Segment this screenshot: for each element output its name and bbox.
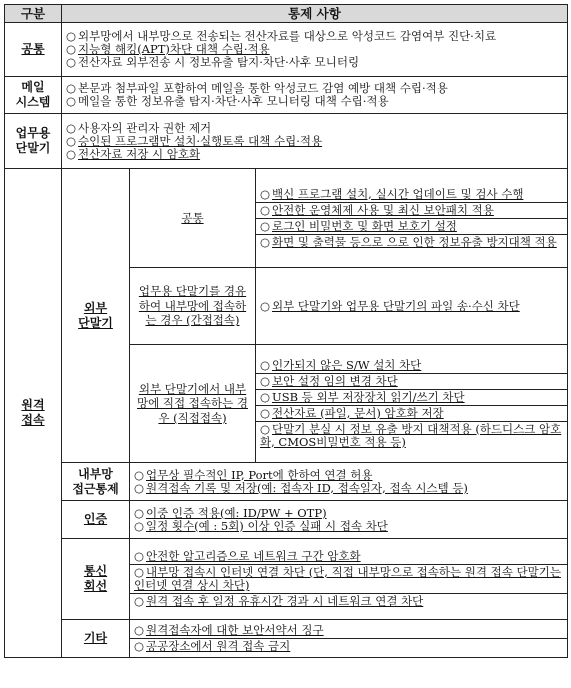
control-table [4, 4, 568, 658]
remote-auth-label: 인증 [62, 501, 130, 539]
list-item: ○ USB 등 외부 저장장치 읽기/쓰기 차단 [256, 390, 567, 406]
list-item: ○ 로그인 비밀번호 및 화면 보호기 설정 [256, 219, 567, 235]
external-indirect-items [256, 268, 568, 345]
external-indirect-label: 업무용 단말기를 경유하여 내부망에 접속하는 경우 (간접접속) [130, 268, 256, 345]
category-common-label: 공통 [21, 42, 45, 56]
remote-etc-label: 기타 [62, 620, 130, 658]
list-item: ○ 원격접속자에 대한 보안서약서 징구 [130, 623, 567, 639]
list-item: ○ 업무상 필수적인 IP, Port에 한하여 연결 허용 [134, 467, 373, 482]
list-item: ○ 단말기 분실 시 정보 유출 방지 대책적용 (하드디스크 암호화, CMOS비밀번호 적용 등) [260, 421, 562, 449]
category-common [5, 23, 62, 77]
remote-comm-label: 통신 회선 [62, 539, 130, 620]
list-item: ○ 화면 및 출력물 등으로 으로 인한 정보유출 방지대책 적용 [260, 234, 557, 249]
external-direct-items [256, 345, 568, 463]
remote-auth-items [130, 501, 568, 539]
remote-comm-items [130, 539, 568, 620]
list-item: ○ 본문과 첨부파일 포함하여 메일을 통한 악성코드 감염 예방 대책 수립·적용 [66, 81, 448, 95]
list-item: ○ 원격접속 기록 및 저장(예: 접속자 ID, 접속일자, 접속 시스템 등) [134, 480, 468, 495]
category-terminal: 업무용 단말기 [5, 114, 62, 169]
list-item: ○ 일정 횟수(예 : 5회) 이상 인증 실패 시 접속 차단 [134, 518, 388, 533]
list-item: ○ 메일을 통한 정보유출 탐지·차단·사후 모니터링 대책 수립·적용 [66, 94, 389, 108]
list-item: ○ 전산자료 외부전송 시 정보유출 탐지·차단·사후 모니터링 [66, 55, 360, 69]
external-direct-label: 외부 단말기에서 내부망에 직접 접속하는 경우 (직접접속) [130, 345, 256, 463]
list-item: ○ 사용자의 관리자 권한 제거 [66, 120, 212, 135]
category-remote: 원격 접속 [5, 169, 62, 658]
list-item: ○ 전산자료 저장 시 암호화 [66, 146, 201, 161]
list-item: ○ 전산자료 (파일, 문서) 암호화 저장 [256, 406, 567, 422]
header-controls: 통제 사항 [62, 5, 568, 23]
list-item: ○ 보안 설정 임의 변경 차단 [256, 374, 567, 390]
common-items [62, 23, 568, 77]
remote-external-label: 외부 단말기 [62, 169, 130, 463]
external-common-items [256, 169, 568, 268]
list-item: ○ 외부 단말기와 업무용 단말기의 파일 송·수신 차단 [260, 298, 520, 313]
list-item: ○ 지능형 해킹(APT)차단 대책 수립·적용 [66, 42, 270, 56]
list-item: ○ 이중 인증 적용(예: ID/PW + OTP) [134, 505, 327, 520]
list-item: ○ 공공장소에서 원격 접속 금지 [134, 639, 291, 653]
list-item: ○ 안전한 알고리즘으로 네트워크 구간 암호화 [130, 549, 567, 565]
list-item: ○ 백신 프로그램 설치, 실시간 업데이트 및 검사 수행 [256, 187, 567, 203]
header-category: 구분 [5, 5, 62, 23]
remote-internal-items [130, 463, 568, 501]
list-item: ○ 원격 접속 후 일정 유휴시간 경과 시 네트워크 연결 차단 [134, 594, 424, 608]
list-item: ○ 외부망에서 내부망으로 전송되는 전산자료를 대상으로 악성코드 감염여부 진단·치료 [66, 29, 497, 43]
remote-internal-label: 내부망 접근통제 [62, 463, 130, 501]
list-item: ○ 인가되지 않은 S/W 설치 차단 [256, 358, 567, 374]
category-mail: 메일 시스템 [5, 77, 62, 114]
list-item: ○ 안전한 운영체제 사용 및 최신 보안패치 적용 [256, 203, 567, 219]
remote-etc-items [130, 620, 568, 658]
list-item: ○ 내부망 접속시 인터넷 연결 차단 (단, 직접 내부망으로 접속하는 원격 접속 단말기는 인터넷 연결 상시 차단) [130, 565, 567, 594]
external-common-label: 공통 [130, 169, 256, 268]
terminal-items [62, 114, 568, 169]
list-item: ○ 승인된 프로그램만 설치·실행토록 대책 수립·적용 [66, 133, 323, 148]
mail-items [62, 77, 568, 114]
